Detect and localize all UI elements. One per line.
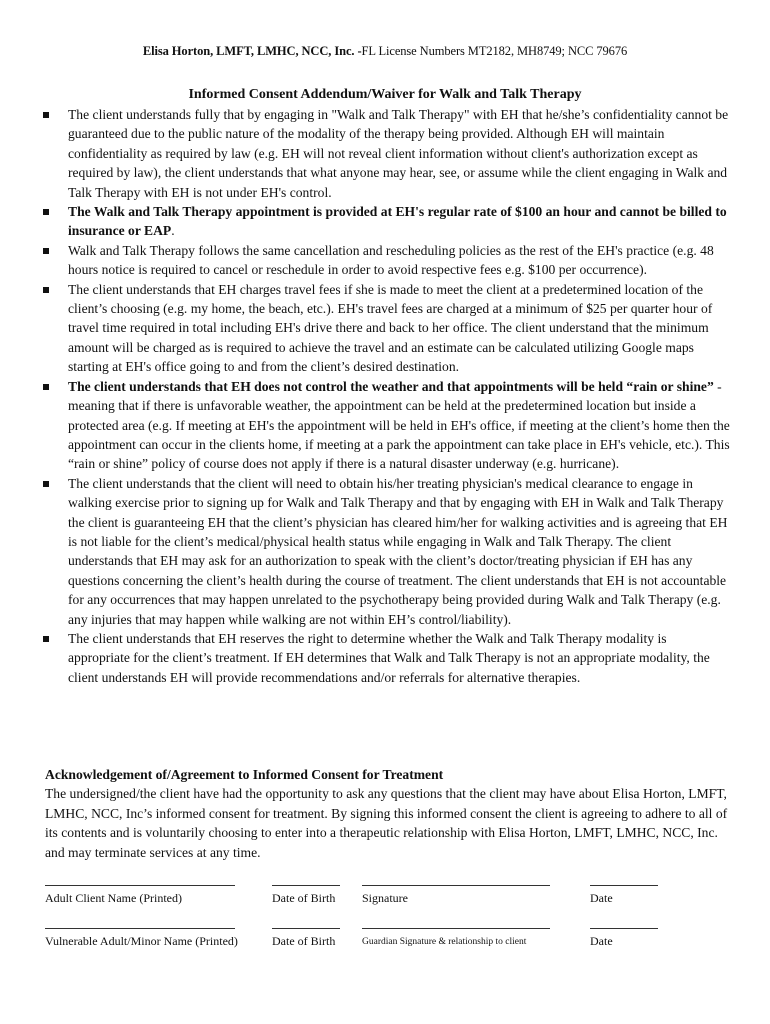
minor-name-line[interactable]	[45, 928, 235, 929]
item-text: - meaning that if there is unfavorable weather, the appointment can be held at the predetermined location but inside a protected area (e.g. If meeting at EH's the appointment will be held in EH's office, if meeting at the client’s home then the appointment can occur in the clients home, if meeting at a park the appointment can take place in EH's vehicle, etc.). This “rain or shine” policy of course does not apply if there is a natural disaster underway (e.g. hurricane).	[68, 378, 730, 472]
signature-row-adult	[0, 885, 770, 915]
square-bullet-icon	[43, 481, 49, 487]
list-item	[0, 377, 770, 474]
item-text: The client understands that EH charges travel fees if she is made to meet the client at a predetermined location of the client’s choosing (e.g. my home, the beach, etc.). EH's travel fees are charged at a minimum of $25 per quarter hour of travel time required in total including EH's drive there and back to her office. The client understand that the minimum amount will be charged as is required to achieve the travel and an estimate can be calculated utilizing Google maps starting at EH's office going to and from the client’s desired destination.	[68, 281, 713, 375]
terms-list	[0, 105, 770, 687]
acknowledgement-body: The undersigned/the client have had the opportunity to ask any questions that the client may have about Elisa Horton, LMFT, LMHC, NCC, Inc’s informed consent for treatment. By signing this informed consent the client is agreeing to adhere to all of its contents and is voluntarily choosing to enter into a therapeutic relationship with Elisa Horton, LMFT, LMHC, NCC, Inc. and may terminate services at any time.	[45, 786, 728, 860]
acknowledgement-title: Acknowledgement of/Agreement to Informed Consent for Treatment	[45, 767, 444, 782]
item-text: The client understands fully that by engaging in "Walk and Talk Therapy" with EH that he/she’s confidentiality cannot be guaranteed due to the public nature of the modality of the therapy being provided. Although EH will maintain confidentiality as required by law (e.g. EH will not reveal client information without client's authorization except as required by law), the client understands that what anyone may hear, see, or assume while the client engaging in Walk and Talk Therapy with EH is not under EH's control.	[68, 107, 729, 200]
document-header	[0, 44, 770, 59]
item-text: The client understands that EH reserves the right to determine whether the Walk and Talk Therapy modality is appropriate for the client’s treatment. If EH determines that Walk and Talk Therapy is not an appropriate modality, the client understands EH will provide recommendations and/or referrals for alternative therapies.	[68, 630, 710, 685]
guardian-signature-label: Guardian Signature & relationship to client	[362, 937, 527, 947]
square-bullet-icon	[43, 209, 49, 215]
practice-name: Elisa Horton, LMFT, LMHC, NCC, Inc. -	[142, 44, 362, 58]
guardian-date-label: Date	[590, 934, 613, 948]
license-numbers: FL License Numbers MT2182, MH8749; NCC 79676	[361, 44, 628, 58]
dob-line[interactable]	[272, 885, 340, 886]
client-name-label: Adult Client Name (Printed)	[45, 891, 182, 905]
signature-label: Signature	[362, 891, 408, 905]
document-title: Informed Consent Addendum/Waiver for Walk and Talk Therapy	[188, 87, 582, 102]
item-bold-text: The client understands that EH does not control the weather and that appointments will be held “rain or shine”	[68, 378, 714, 394]
guardian-signature-line[interactable]	[362, 928, 550, 929]
square-bullet-icon	[43, 248, 49, 254]
item-text: Walk and Talk Therapy follows the same cancellation and rescheduling policies as the rest of the EH's practice (e.g. 48 hours notice is required to cancel or reschedule in order to avoid respective fees e.g. $100 per occurrence).	[68, 242, 714, 278]
list-item	[0, 474, 770, 629]
list-item	[0, 280, 770, 377]
dob-label: Date of Birth	[272, 891, 336, 905]
signature-row-minor	[0, 928, 770, 958]
minor-name-label: Vulnerable Adult/Minor Name (Printed)	[45, 934, 238, 948]
guardian-date-line[interactable]	[590, 928, 658, 929]
signature-line[interactable]	[362, 885, 550, 886]
acknowledgement-section	[45, 765, 735, 862]
minor-dob-line[interactable]	[272, 928, 340, 929]
square-bullet-icon	[43, 287, 49, 293]
item-bold-text: The Walk and Talk Therapy appointment is provided at EH's regular rate of $100 an hour and cannot be billed to insurance or EAP	[68, 204, 727, 239]
square-bullet-icon	[43, 112, 49, 118]
date-line[interactable]	[590, 885, 658, 886]
square-bullet-icon	[43, 636, 49, 642]
client-name-line[interactable]	[45, 885, 235, 886]
list-item	[0, 202, 770, 241]
list-item	[0, 241, 770, 280]
item-text: .	[171, 223, 175, 239]
minor-dob-label: Date of Birth	[272, 934, 336, 948]
list-item	[0, 629, 770, 687]
list-item	[0, 105, 770, 202]
item-text: The client understands that the client will need to obtain his/her treating physician's medical clearance to engage in walking exercise prior to signing up for Walk and Talk Therapy and that by engaging with EH in Walk and Talk Therapy the client is guaranteeing EH that the client’s physician has cleared him/her for walking activities and is agreeing that EH is not liable for the client’s medical/physical health status while engaging in Walk and Talk Therapy. The client understands that EH may ask for an authorization to speak with the client’s doctor/treating physician if EH has any questions concerning the client’s health during the course of treatment. The client understands that EH is not accountable for any occurrences that may happen unrelated to the psychotherapy being provided during Walk and Talk Therapy (e.g. any injuries that may happen while walking are not within EH’s control/liability).	[68, 475, 728, 627]
square-bullet-icon	[43, 384, 49, 390]
date-label: Date	[590, 891, 613, 905]
